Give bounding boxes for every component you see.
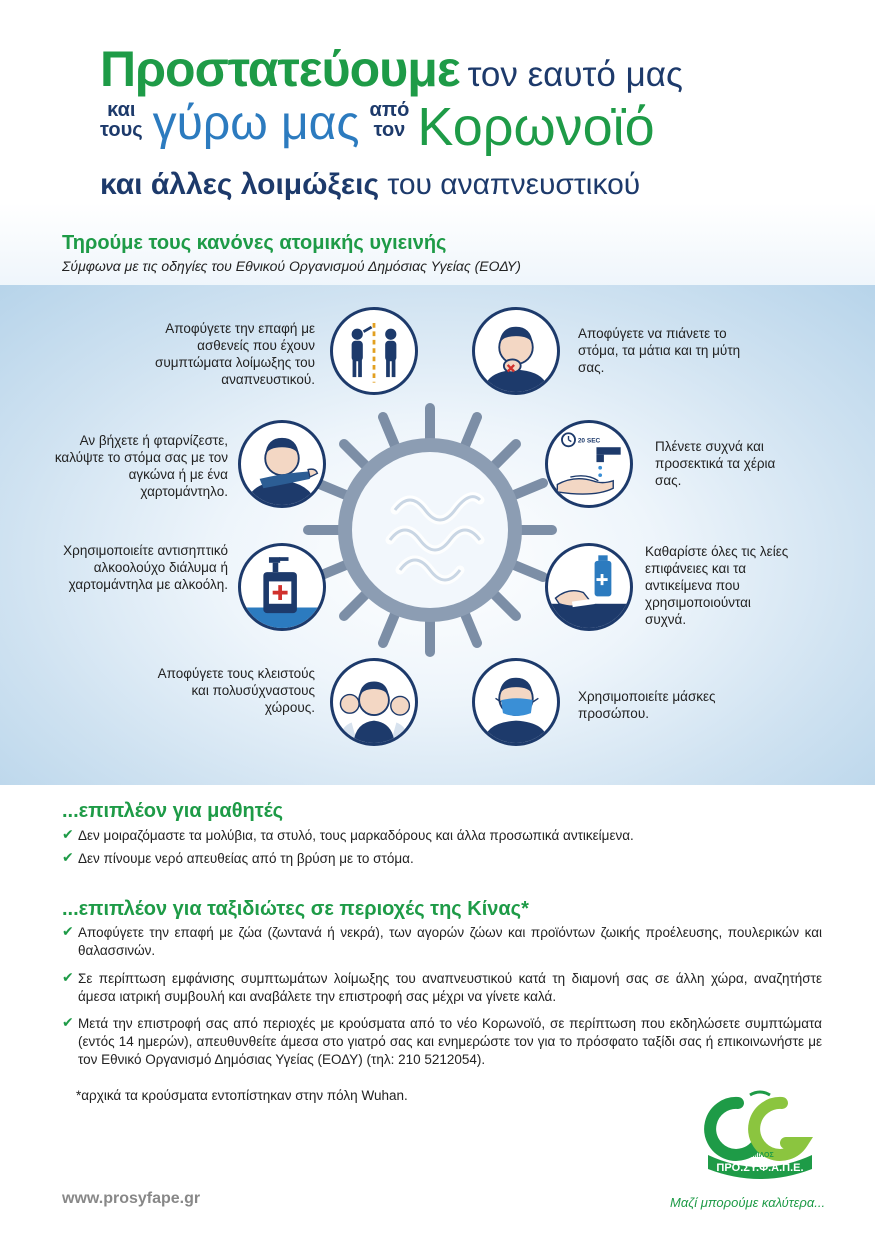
title-around: γύρω μας <box>152 97 360 150</box>
tip-cough-elbow: Αν βήχετε ή φταρνίζεστε, καλύψτε το στόμα σας με τον αγκώνα ή με ένα χαρτομάντηλο. <box>54 433 228 499</box>
check-icon: ✔ <box>62 1014 74 1030</box>
no-touch-face-icon <box>472 307 560 395</box>
title-line-2 <box>100 97 875 170</box>
title-apo-ton: από τον <box>369 99 410 141</box>
crowd-icon <box>330 658 418 746</box>
distance-icon <box>330 307 418 395</box>
sanitizer-icon <box>238 543 326 631</box>
check-icon: ✔ <box>62 849 74 865</box>
tip-avoid-contact: Αποφύγετε την επαφή με ασθενείς που έχουν συμπτώματα λοίμωξης του αναπνευστικού. <box>155 321 315 387</box>
title-line-3 <box>100 168 875 202</box>
travelers-item-1: ✔ Αποφύγετε την επαφή με ζώα (ζωντανά ή νεκρά), των αγορών ζώων και προϊόντων ζωικής προέλευσης, πουλερικών και θαλασσινών. <box>62 923 822 958</box>
logo-name-text: ΠΡΟ.ΣΥ.Φ.Α.Π.Ε. <box>716 1162 804 1174</box>
tip-face-mask: Χρησιμοποιείτε μάσκες προσώπου. <box>578 689 716 721</box>
tip-avoid-crowds: Αποφύγετε τους κλειστούς και πολυσύχναστους χώρους. <box>157 666 315 715</box>
tip-no-touch-face: Αποφύγετε να πιάνετε το στόμα, τα μάτια και τη μύτη σας. <box>578 326 741 375</box>
timer-label: 20 SEC <box>577 437 601 445</box>
title-kai-tous: και τους <box>100 99 143 141</box>
students-title: ...επιπλέον για μαθητές <box>62 800 284 822</box>
students-item-1: ✔ Δεν μοιραζόμαστε τα μολύβια, τα στυλό, τους μαρκαδόρους και άλλα προσωπικά αντικείμενα. <box>62 826 634 843</box>
check-icon: ✔ <box>62 969 74 985</box>
title-line-1 <box>100 40 875 98</box>
cough-elbow-icon <box>238 420 326 508</box>
footnote: *αρχικά τα κρούσματα εντοπίστηκαν στην πόλη Wuhan. <box>76 1088 408 1103</box>
travelers-item-3: ✔ Μετά την επιστροφή σας από περιοχές με κρούσματα από το νέο Κορωνοϊό, σε περίπτωση που εκδηλώσετε συμπτώματα (εντός 14 ημερών), απευθυνθείτε άμεσα στο γιατρό σας και ενημερώστε τον για το πρόσφατο ταξίδι σας ή επικοινωνήστε με τον Εθνικό Οργανισμό Δημόσιας Υγείας (ΕΟΔΥ) (τηλ: 210 5212054). <box>62 1014 822 1067</box>
tip-sanitizer: Χρησιμοποιείτε αντισηπτικό αλκοολούχο διάλυμα ή χαρτομάντηλα με αλκοόλη. <box>63 543 228 592</box>
section-title: Τηρούμε τους κανόνες ατομικής υγιεινής <box>62 232 447 254</box>
virus-icon <box>300 400 560 660</box>
title-coronavirus: Κορωνοϊό <box>417 97 655 157</box>
check-icon: ✔ <box>62 826 74 842</box>
travelers-item-2: ✔ Σε περίπτωση εμφάνισης συμπτωμάτων λοίμωξης του αναπνευστικού κατά τη διαμονή σας σε άλλη χώρα, αναζητήστε άμεσα ιατρική συμβουλή και αναβάλετε την επιστροφή σας μέχρι να γίνετε καλά. <box>62 969 822 1004</box>
section-subtitle: Σύμφωνα με τις οδηγίες του Εθνικού Οργανισμού Δημόσιας Υγείας (ΕΟΔΥ) <box>62 258 521 274</box>
website-link[interactable]: www.prosyfape.gr <box>62 1190 201 1207</box>
title-other-infections: και άλλες λοιμώξεις <box>100 168 380 201</box>
tip-clean-surfaces: Καθαρίστε όλες τις λείες επιφάνειες και τα αντικείμενα που χρησιμοποιούνται συχνά. <box>645 544 789 627</box>
students-item-2: ✔ Δεν πίνουμε νερό απευθείας από τη βρύση με το στόμα. <box>62 849 414 866</box>
logo-top-text: ΟΜΙΛΟΣ <box>746 1152 774 1159</box>
clean-surface-icon <box>545 543 633 631</box>
travelers-title: ...επιπλέον για ταξιδιώτες σε περιοχές της Κίνας* <box>62 898 529 920</box>
tip-hand-wash: Πλένετε συχνά και προσεκτικά τα χέρια σας. <box>655 439 776 488</box>
face-mask-icon <box>472 658 560 746</box>
slogan: Μαζί μπορούμε καλύτερα... <box>670 1195 826 1210</box>
title-ourselves: τον εαυτό μας <box>467 55 683 94</box>
title-protect: Προστατεύουμε <box>100 41 460 97</box>
prosyfape-logo <box>690 1085 830 1180</box>
title-respiratory: του αναπνευστικού <box>387 168 641 201</box>
hand-wash-icon <box>545 420 633 508</box>
check-icon: ✔ <box>62 923 74 939</box>
